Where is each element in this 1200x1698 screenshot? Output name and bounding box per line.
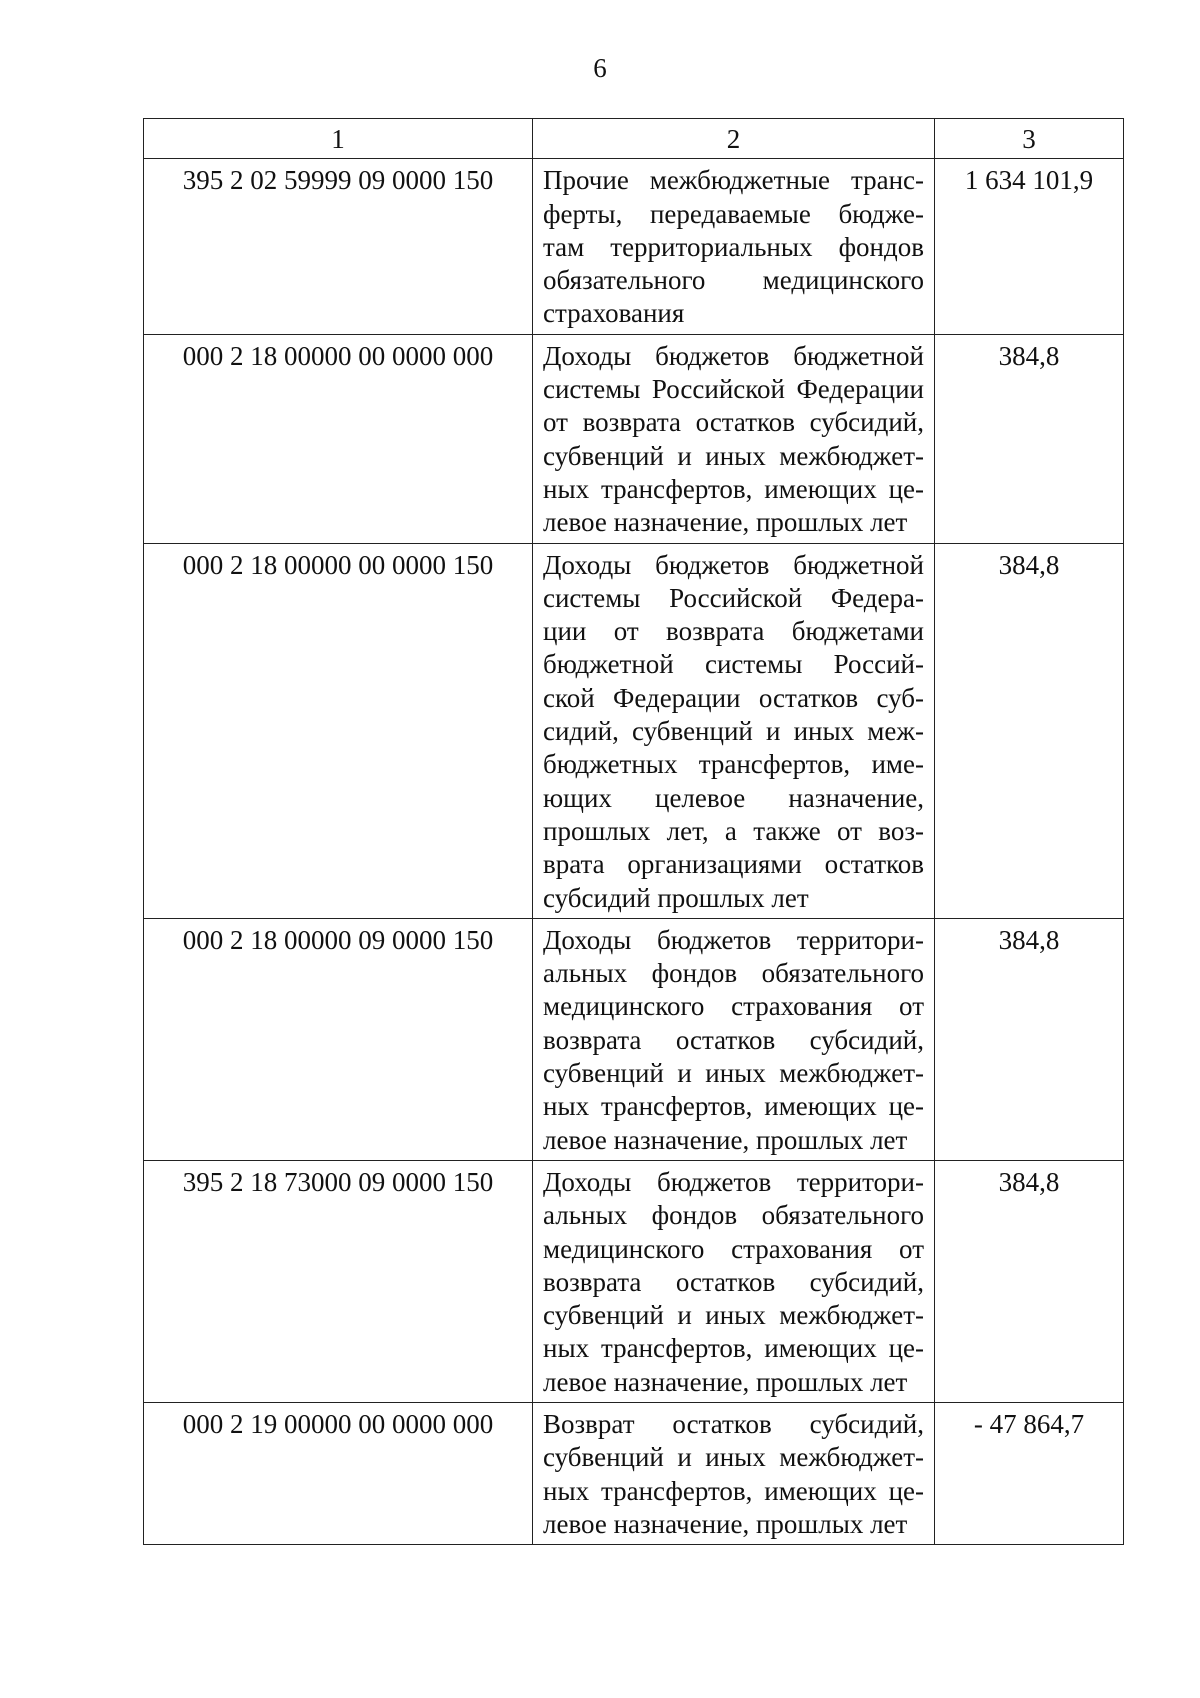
table-header-row xyxy=(144,119,1124,159)
description-line: медицинского страхования от xyxy=(543,1233,924,1264)
column-header-code: 1 xyxy=(144,119,533,159)
description-line: левое назначение, прошлых лет xyxy=(543,507,908,538)
budget-table xyxy=(143,118,1124,1545)
column-header-description: 2 xyxy=(533,119,935,159)
row-amount: 384,8 xyxy=(935,543,1124,918)
description-line: левое назначение, прошлых лет xyxy=(543,1366,908,1397)
row-code: 000 2 19 00000 00 0000 000 xyxy=(144,1402,533,1544)
description-line: альных фондов обязательного xyxy=(543,958,924,989)
description-line: страхования xyxy=(543,298,685,329)
description-line: возврата остатков субсидий, xyxy=(543,1024,924,1055)
row-description xyxy=(533,334,935,543)
description-line: сидий, субвенций и иных меж- xyxy=(543,716,924,747)
description-line: Доходы бюджетов территори- xyxy=(543,924,924,955)
description-line: альных фондов обязательного xyxy=(543,1200,924,1231)
description-line: субвенций и иных межбюджет- xyxy=(543,440,924,471)
description-line: ской Федерации остатков суб- xyxy=(543,682,924,713)
description-line: субсидий прошлых лет xyxy=(543,882,809,913)
row-code: 395 2 02 59999 09 0000 150 xyxy=(144,159,533,334)
row-amount: 1 634 101,9 xyxy=(935,159,1124,334)
description-line: врата организациями остатков xyxy=(543,849,924,880)
description-line: ции от возврата бюджетами xyxy=(543,616,924,647)
description-line: ных трансфертов, имеющих це- xyxy=(543,1475,924,1506)
description-line: прошлых лет, а также от воз- xyxy=(543,815,924,846)
row-description xyxy=(533,1402,935,1544)
row-amount: 384,8 xyxy=(935,918,1124,1160)
description-line: системы Российской Федерации xyxy=(543,374,924,405)
description-line: там территориальных фондов xyxy=(543,231,924,262)
description-line: субвенций и иных межбюджет- xyxy=(543,1442,924,1473)
row-code: 000 2 18 00000 00 0000 150 xyxy=(144,543,533,918)
description-line: Прочие межбюджетные транс- xyxy=(543,165,924,196)
table-row xyxy=(144,918,1124,1160)
description-line: бюджетных трансфертов, име- xyxy=(543,749,924,780)
description-line: ных трансфертов, имеющих це- xyxy=(543,473,924,504)
row-description xyxy=(533,159,935,334)
description-line: системы Российской Федера- xyxy=(543,582,924,613)
table-row xyxy=(144,159,1124,334)
description-line: медицинского страхования от xyxy=(543,991,924,1022)
description-line: Возврат остатков субсидий, xyxy=(543,1408,924,1439)
description-line: левое назначение, прошлых лет xyxy=(543,1508,908,1539)
row-description xyxy=(533,1160,935,1402)
description-line: ных трансфертов, имеющих це- xyxy=(543,1333,924,1364)
row-amount: 384,8 xyxy=(935,334,1124,543)
column-header-amount: 3 xyxy=(935,119,1124,159)
table-row xyxy=(144,1402,1124,1544)
description-line: Доходы бюджетов территори- xyxy=(543,1166,924,1197)
table-row xyxy=(144,334,1124,543)
row-code: 000 2 18 00000 09 0000 150 xyxy=(144,918,533,1160)
description-line: Доходы бюджетов бюджетной xyxy=(543,340,924,371)
description-line: бюджетной системы Россий- xyxy=(543,649,924,680)
row-description xyxy=(533,918,935,1160)
description-line: обязательного медицинского xyxy=(543,265,924,296)
row-amount: 384,8 xyxy=(935,1160,1124,1402)
description-line: субвенций и иных межбюджет- xyxy=(543,1058,924,1089)
description-line: ферты, передаваемые бюдже- xyxy=(543,198,924,229)
table-row xyxy=(144,543,1124,918)
description-line: левое назначение, прошлых лет xyxy=(543,1124,908,1155)
row-code: 000 2 18 00000 00 0000 000 xyxy=(144,334,533,543)
table-row xyxy=(144,1160,1124,1402)
description-line: ных трансфертов, имеющих це- xyxy=(543,1091,924,1122)
row-code: 395 2 18 73000 09 0000 150 xyxy=(144,1160,533,1402)
row-description xyxy=(533,543,935,918)
page-number: 6 xyxy=(593,53,607,83)
description-line: субвенций и иных межбюджет- xyxy=(543,1300,924,1331)
description-line: от возврата остатков субсидий, xyxy=(543,407,924,438)
description-line: возврата остатков субсидий, xyxy=(543,1266,924,1297)
description-line: ющих целевое назначение, xyxy=(543,782,924,813)
row-amount: - 47 864,7 xyxy=(935,1402,1124,1544)
description-line: Доходы бюджетов бюджетной xyxy=(543,549,924,580)
